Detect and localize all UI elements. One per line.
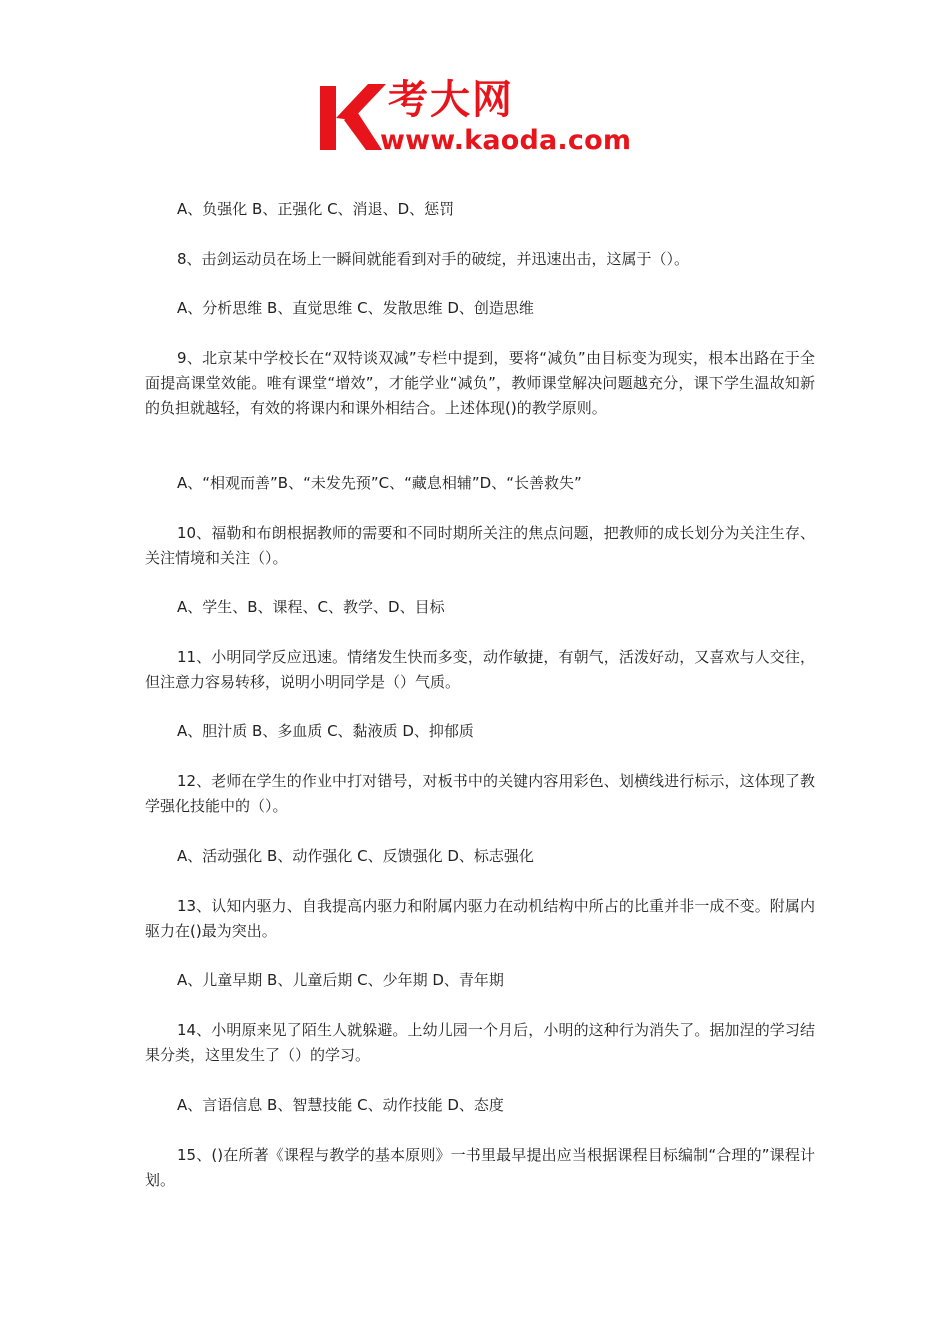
answer-options: A、活动强化 B、动作强化 C、反馈强化 D、标志强化 <box>177 847 534 865</box>
kaoda-logo <box>318 78 640 160</box>
question-text: 13、认知内驱力、自我提高内驱力和附属内驱力在动机结构中所占的比重并非一成不变。附属内驱力在()最为突出。 <box>145 897 815 940</box>
question-text: 10、福勒和布朗根据教师的需要和不同时期所关注的焦点问题，把教师的成长划分为关注生存、关注情境和关注（）。 <box>145 524 815 567</box>
answer-options: A、言语信息 B、智慧技能 C、动作技能 D、态度 <box>177 1096 504 1114</box>
question-text: 9、北京某中学校长在“双特谈双减”专栏中提到，要将“减负”由目标变为现实，根本出路在于全面提高课堂效能。唯有课堂“增效”，才能学业“减负”，教师课堂解决问题越充分，课下学生温故知新的负担就越轻，有效的将课内和课外相结合。上述体现()的教学原则。 <box>145 349 815 417</box>
answer-options: A、负强化 B、正强化 C、消退、D、惩罚 <box>177 200 455 218</box>
question-text: 8、击剑运动员在场上一瞬间就能看到对手的破绽，并迅速出击，这属于（）。 <box>177 250 690 268</box>
answer-options: A、学生、B、课程、C、教学、D、目标 <box>177 598 445 616</box>
question-text: 15、()在所著《课程与教学的基本原则》一书里最早提出应当根据课程目标编制“合理的”课程计划。 <box>145 1146 815 1189</box>
logo-text-cn: 考大网 <box>388 77 514 123</box>
answer-options: A、胆汁质 B、多血质 C、黏液质 D、抑郁质 <box>177 722 474 740</box>
question-text: 11、小明同学反应迅速。情绪发生快而多变，动作敏捷，有朝气，活泼好动，又喜欢与人交往，但注意力容易转移，说明小明同学是（）气质。 <box>145 648 815 691</box>
question-text: 12、老师在学生的作业中打对错号，对板书中的关键内容用彩色、划横线进行标示，这体现了教学强化技能中的（）。 <box>145 772 815 815</box>
answer-options: A、“相观而善”B、“未发先预”C、“藏息相辅”D、“长善救失” <box>177 474 582 492</box>
logo-url: www.kaoda.com <box>380 125 632 156</box>
answer-options: A、儿童早期 B、儿童后期 C、少年期 D、青年期 <box>177 971 504 989</box>
question-text: 14、小明原来见了陌生人就躲避。上幼儿园一个月后，小明的这种行为消失了。据加涅的学习结果分类，这里发生了（）的学习。 <box>145 1021 815 1064</box>
answer-options: A、分析思维 B、直觉思维 C、发散思维 D、创造思维 <box>177 299 534 317</box>
